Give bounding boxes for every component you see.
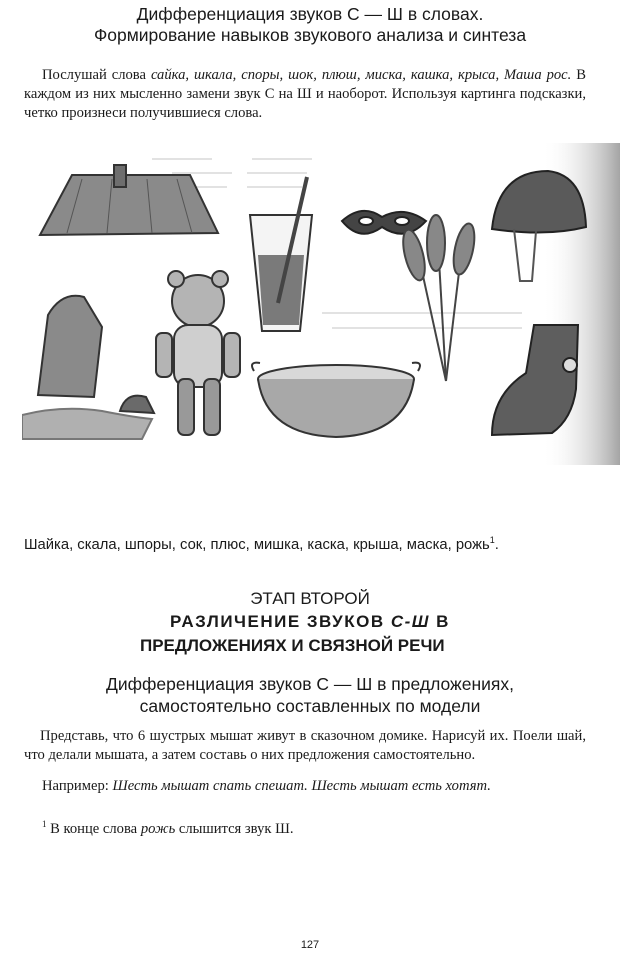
- footnote: [42, 815, 582, 839]
- footnote-word: рожь: [140, 820, 176, 837]
- boot-drawing: [492, 325, 578, 435]
- intro-rest: В каждом из них мысленно замени звук С на Ш и наоборот. Используя картинга подсказки, четко произнеси получившиеся слова.: [24, 67, 586, 121]
- stage-title-sounds: С-Ш: [390, 612, 430, 631]
- basin-drawing: [252, 363, 420, 437]
- footnote-ref: 1: [489, 535, 495, 545]
- subsection-heading-line1: Дифференциация звуков С — Ш в предложениях,: [106, 674, 514, 694]
- wheat-drawing: [399, 215, 478, 381]
- subsection-heading-line2: самостоятельно составленных по модели: [139, 696, 481, 716]
- glass-drawing: [250, 177, 312, 331]
- intro-paragraph: [24, 66, 586, 123]
- stage-label: ЭТАП ВТОРОЙ: [250, 589, 370, 608]
- picture-hints-illustration: [22, 143, 620, 465]
- stage-title-line2: ПРЕДЛОЖЕНИЯХ И СВЯЗНОЙ РЕЧИ: [140, 636, 445, 655]
- footnote-mark: 1: [42, 819, 47, 829]
- stage-title-part: В: [429, 612, 450, 631]
- task-paragraph: Представь, что 6 шустрых мышат живут в сказочном домике. Нарисуй их. Поели шай, что делали мышата, а затем составь о них предложения самостоятельно.: [24, 728, 586, 763]
- intro-word-list: сайка, шкала, споры, шок, плюш, миска, кашка, крыса, Маша рос.: [150, 67, 572, 83]
- page-number: 127: [300, 939, 320, 951]
- stage-title-line1: [0, 612, 620, 632]
- example-lead: Например:: [42, 778, 113, 794]
- mask-drawing: [342, 211, 426, 234]
- example-sentences: Шесть мышат спать спешат. Шесть мышат есть хотят.: [112, 778, 491, 794]
- section-heading-line1: Дифференциация звуков С — Ш в словах.: [136, 4, 484, 24]
- example-paragraph: [42, 777, 582, 796]
- answer-word-list: [24, 535, 499, 553]
- footnote-rest: слышится звук Ш.: [175, 820, 294, 837]
- answer-text: Шайка, скала, шпоры, сок, плюс, мишка, каска, крыша, маска, рожь: [24, 536, 490, 553]
- intro-lead: Послушай слова: [42, 67, 151, 83]
- answer-period: .: [494, 536, 499, 553]
- section-heading-line2: Формирование навыков звукового анализа и синтеза: [93, 25, 527, 45]
- stage-title-part: РАЗЛИЧЕНИЕ ЗВУКОВ: [170, 612, 391, 631]
- rock-drawing: [22, 296, 154, 439]
- footnote-lead: В конце слова: [46, 820, 141, 837]
- roof-drawing: [40, 165, 218, 235]
- teddy-bear-drawing: [156, 271, 240, 435]
